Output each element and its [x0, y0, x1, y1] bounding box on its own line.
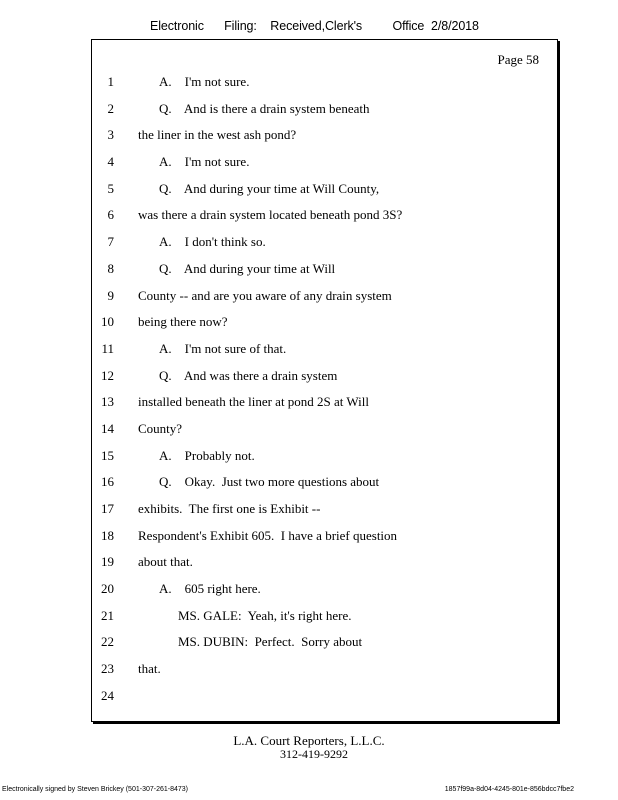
line-text: the liner in the west ash pond?	[138, 127, 297, 143]
transcript-line	[92, 261, 557, 288]
line-text: A. I'm not sure of that.	[159, 340, 287, 356]
line-text: A. 605 right here.	[159, 581, 261, 597]
line-number: 21	[101, 607, 114, 623]
electronic-signature: Electronically signed by Steven Brickey (501-307-261-8473)	[2, 786, 188, 793]
header-word-office: Office	[392, 19, 425, 33]
line-text: that.	[138, 661, 161, 677]
line-number: 1	[107, 74, 114, 89]
line-text: A. I'm not sure.	[159, 154, 250, 170]
transcript-line	[92, 661, 557, 688]
transcript-line	[92, 554, 557, 581]
line-text: Q. And during your time at Will County,	[159, 180, 380, 196]
transcript-line	[92, 101, 557, 128]
transcript-line	[92, 234, 557, 261]
transcript-line	[92, 448, 557, 475]
line-number: 3	[107, 127, 114, 143]
transcript-line	[92, 528, 557, 555]
line-number: 11	[101, 340, 114, 356]
header-word-electronic: Electronic	[150, 19, 204, 33]
page-number: Page 58	[497, 52, 539, 67]
line-number: 20	[101, 581, 114, 597]
line-number: 23	[101, 661, 114, 677]
line-text: A. I don't think so.	[159, 234, 266, 250]
line-text: Q. Okay. Just two more questions about	[159, 474, 380, 490]
header-word-received-clerks: Received,Clerk's	[270, 19, 363, 33]
line-text: A. I'm not sure.	[159, 74, 250, 89]
transcript-line	[92, 394, 557, 421]
line-text: County?	[138, 420, 183, 436]
line-text: being there now?	[138, 314, 228, 330]
transcript-line	[92, 634, 557, 661]
transcript-lines	[92, 74, 557, 715]
transcript-line	[92, 341, 557, 368]
line-text: MS. DUBIN: Perfect. Sorry about	[178, 634, 363, 650]
transcript-page	[91, 39, 558, 722]
transcript-line	[92, 421, 557, 448]
court-reporter-name: L.A. Court Reporters, L.L.C.	[233, 733, 385, 748]
court-reporter-phone: 312-419-9292	[280, 747, 348, 761]
header-word-date: 2/8/2018	[431, 19, 479, 33]
electronic-filing-header	[150, 19, 479, 33]
transcript-line	[92, 207, 557, 234]
transcript-line	[92, 501, 557, 528]
line-text: County -- and are you aware of any drain system	[138, 287, 392, 303]
line-text: exhibits. The first one is Exhibit --	[138, 501, 321, 516]
line-number: 18	[101, 527, 114, 543]
line-text: was there a drain system located beneath pond 3S?	[138, 207, 403, 223]
line-number: 13	[101, 394, 114, 410]
line-number: 12	[101, 367, 114, 383]
line-number: 16	[101, 474, 114, 490]
document-hash: 1857f99a-8d04-4245-801e-856bdcc7fbe2	[444, 786, 574, 793]
transcript-line	[92, 127, 557, 154]
line-number: 10	[101, 314, 114, 330]
line-text: installed beneath the liner at pond 2S at Will	[138, 394, 370, 410]
line-number: 9	[107, 287, 114, 303]
line-number: 2	[107, 100, 114, 116]
transcript-line	[92, 688, 557, 715]
transcript-line	[92, 154, 557, 181]
line-number: 15	[101, 447, 114, 463]
line-number: 7	[107, 234, 114, 250]
transcript-line	[92, 581, 557, 608]
line-number: 8	[107, 260, 114, 276]
line-text: MS. GALE: Yeah, it's right here.	[178, 607, 352, 623]
line-number: 6	[107, 207, 114, 223]
transcript-line	[92, 368, 557, 395]
line-text: Q. And was there a drain system	[159, 367, 338, 383]
transcript-line	[92, 74, 557, 101]
transcript-line	[92, 181, 557, 208]
line-number: 24	[101, 687, 114, 703]
transcript-line	[92, 474, 557, 501]
transcript-line	[92, 314, 557, 341]
line-number: 5	[107, 180, 114, 196]
line-text: Q. And during your time at Will	[159, 260, 336, 276]
transcript-line	[92, 608, 557, 635]
header-word-filing: Filing:	[224, 19, 257, 33]
line-number: 4	[107, 154, 114, 170]
transcript-line	[92, 288, 557, 315]
line-text: about that.	[138, 554, 193, 570]
line-text: Q. And is there a drain system beneath	[159, 100, 370, 116]
line-text: Respondent's Exhibit 605. I have a brief question	[138, 527, 398, 543]
line-number: 19	[101, 554, 114, 570]
line-number: 17	[101, 501, 114, 516]
line-text: A. Probably not.	[159, 447, 255, 463]
line-number: 14	[101, 420, 114, 436]
line-number: 22	[101, 634, 114, 650]
